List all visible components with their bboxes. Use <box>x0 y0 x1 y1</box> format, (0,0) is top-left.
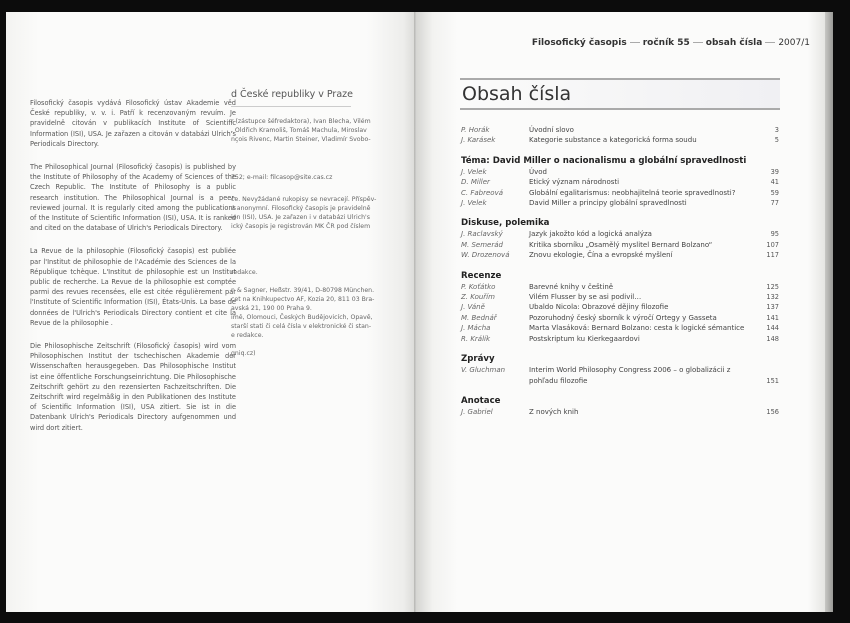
toc-entry-title: Kritika sborníku „Osamělý myslitel Bernard Bolzano“ <box>529 240 713 249</box>
imprint-line: ický časopis je registrován MK ČR pod číslem <box>231 223 371 230</box>
imprint-line: redakce. <box>231 269 258 276</box>
description-czech: Filosofický časopis vydává Filosofický ústav Akademie věd České republiky, v. v. i. Patří k recenzovaným revuím. Je pravidelně citován v publikacích Institute of Scientific Information (ISI), USA. Je zařazen a citován v databázi Ulrich's Periodicals Directory. <box>30 99 236 148</box>
contents-title-bar <box>460 78 780 110</box>
running-head <box>532 38 810 48</box>
toc-section-title: Anotace <box>461 395 501 406</box>
imprint-line: gniq.cz) <box>231 350 256 357</box>
toc-entry-page: 5 <box>774 136 779 145</box>
imprint-line: e redakce. <box>231 332 264 339</box>
toc-entry[interactable] <box>461 334 779 344</box>
toc-entry-page: 148 <box>766 334 779 343</box>
toc-entry-title: Barevné knihy v češtině <box>529 282 614 291</box>
toc-entry-title: Znovu ekologie, Čína a evropské myšlení <box>529 251 673 260</box>
toc-entry[interactable] <box>461 282 779 292</box>
toc-entry-author: W. Drozenová <box>461 251 510 260</box>
toc-entry-author: J. Velek <box>461 167 487 176</box>
toc-entry-author: J. Raclavský <box>461 230 503 239</box>
toc-entry-author: P. Koťátko <box>461 282 496 291</box>
toc-entry-title: David Miller a principy globální spravedlnosti <box>529 199 687 208</box>
toc-entry[interactable] <box>461 292 779 302</box>
toc-entry-title: Úvod <box>529 167 547 176</box>
toc-entry-author: D. Miller <box>461 178 490 187</box>
page-title: Obsah čísla <box>462 83 572 105</box>
toc-entry[interactable] <box>461 135 779 145</box>
toc-entry-title: Globální egalitarismus: neobhajitelná teorie spravedlnosti? <box>529 188 736 197</box>
toc-entry-title: Úvodní slovo <box>529 126 574 134</box>
toc-entry[interactable] <box>461 229 779 239</box>
toc-entry-author: V. Gluchman <box>461 366 506 375</box>
running-head-volume: ročník 55 <box>642 38 690 48</box>
toc-entry-page: 107 <box>766 240 779 249</box>
toc-entry[interactable] <box>461 323 779 333</box>
toc-entry-page: 59 <box>770 188 779 197</box>
toc-entry[interactable] <box>461 407 779 417</box>
left-page <box>6 12 416 612</box>
toc-entry-author: R. Králík <box>461 334 491 343</box>
imprint-line: n & Sagner, Heßstr. 39/41, D-80798 München. <box>231 287 375 294</box>
toc-section-title: Diskuse, polemika <box>461 218 550 229</box>
toc-section <box>461 354 779 386</box>
running-head-section: obsah čísla <box>705 38 763 48</box>
toc-section-title: Recenze <box>461 270 502 281</box>
toc-entry-title: Jazyk jakožto kód a logická analýza <box>529 230 652 239</box>
journal-description-column <box>30 98 236 446</box>
toc-entry[interactable] <box>461 125 779 135</box>
toc-entry-author: M. Bednář <box>461 313 497 322</box>
imprint-heading: d České republiky v Praze <box>231 90 351 107</box>
toc-entry[interactable] <box>461 250 779 260</box>
toc-entry[interactable] <box>461 365 779 386</box>
toc-entry-title: Z nových knih <box>529 407 579 416</box>
toc-section <box>461 156 779 209</box>
description-english: The Philosophical Journal (Filosofický časopis) is published by the Institute of Philosophy of the Academy of Sciences of the Czech Republic. The Institute of Philosophy is a public research institution. The Philosophical Journal is a peer-reviewed journal. It is regularly cited among the publications of the Institute of Scientific Information (ISI), USA. It is ranked and cited on the database of Ulrich's Periodicals Directory. <box>30 163 236 233</box>
toc-section-title: Téma: David Miller o nacionalismu a globální spravedlnosti <box>461 155 747 166</box>
toc-entry-page: 137 <box>766 303 779 312</box>
imprint-line: cet na Knihkupectvo AF, Kozia 20, 811 03 Bra- <box>231 296 375 303</box>
imprint-line: imě, Olomouci, Českých Budějovicích, Opavě, <box>231 314 373 321</box>
toc-entry-page: 39 <box>770 167 779 176</box>
toc-entry[interactable] <box>461 313 779 323</box>
toc-entry-title: Vilém Flusser by se asi podivil… <box>529 293 642 302</box>
toc-entry-page: 3 <box>774 126 779 134</box>
toc-entry-author: J. Gabriel <box>461 407 493 416</box>
toc-entry-page: 77 <box>770 199 779 208</box>
toc-entry-page: 151 <box>766 376 779 385</box>
imprint-line: é anonymní. Filosofický časopis je pravidelně <box>231 205 371 212</box>
imprint-line: ion (ISI), USA. Je zařazen i v databázi Ulrich's <box>231 214 370 221</box>
imprint-line: , Oldřich Kramoliš, Tomáš Machula, Miroslav <box>231 127 367 134</box>
toc-entry[interactable] <box>461 240 779 250</box>
toc-entry[interactable] <box>461 167 779 177</box>
toc-entry-title: Postskriptum ku Kierkegaardovi <box>529 334 640 343</box>
imprint-column <box>231 89 377 358</box>
imprint-line: avská 21, 190 00 Praha 9. <box>231 305 312 312</box>
toc-entry-page: 144 <box>766 324 779 333</box>
toc-entry-author: M. Semerád <box>461 240 503 249</box>
description-french: La Revue de la philosophie (Filosofický časopis) est publiée par l'Institut de philosophie de l'Académie des Sciences de la République tchèque. L'Institut de philosophie est un Institut public de recherche. La Revue de la philosophie est comptée parmi des revues recensées, elle est citée régulièrement par l'Institute of Scientific Information (ISI), États-Unis. La base de données de l'Ulrich's Periodicals Directory contient et cite la Revue de la philosophie . <box>30 247 236 327</box>
toc-entry-author: J. Mácha <box>461 324 491 333</box>
toc-entry[interactable] <box>461 177 779 187</box>
toc-entry-page: 41 <box>770 178 779 187</box>
toc-section <box>461 218 779 260</box>
toc-entry-title: Kategorie substance a kategorická forma soudu <box>529 136 697 145</box>
toc-entry-author: J. Váně <box>461 303 485 312</box>
toc-entry-title: Interim World Philosophy Congress 2006 – o globalizácii z pohľadu filozofie <box>529 366 731 385</box>
toc-entry-author: J. Velek <box>461 199 487 208</box>
imprint-contact: 752; e-mail: filcasop@site.cas.cz <box>231 174 333 181</box>
imprint-line: r (zástupce šéfredaktora), Ivan Blecha, Vilém <box>231 118 371 125</box>
running-head-issue: 2007/1 <box>778 38 810 48</box>
page-edge <box>825 12 833 612</box>
imprint-line: nçois Rivenc, Martin Steiner, Vladimír Svobo- <box>231 136 371 143</box>
toc-section-title: Zprávy <box>461 354 495 365</box>
toc-entry-page: 125 <box>766 282 779 291</box>
imprint-line: starší stati či celá čísla v elektronické či stan- <box>231 323 372 330</box>
toc-entry-page: 95 <box>770 230 779 239</box>
toc-entry-title: Pozoruhodný český sborník k výročí Ortegy y Gasseta <box>529 313 717 322</box>
toc-entry[interactable] <box>461 198 779 208</box>
toc-entry-title: Etický význam národnosti <box>529 178 620 187</box>
toc-entry-page: 132 <box>766 293 779 302</box>
toc-section <box>461 271 779 344</box>
description-german: Die Philosophische Zeitschrift (Filosofický časopis) wird vom Philosophischen Institut der tschechischen Akademie der Wissenschaften herausgegeben. Das Philosophische Institut ist eine öffentliche Forschungseinrichtung. Die Philosophische Zeitschrift gehört zu den rezensierten Fachzeitschriften. Die Zeitschrift wird regelmäßig in den Publikationen des Institute of Scientific Information (ISI), USA zitiert. Sie ist in die Datenbank Ulrich's Periodicals Directory aufgenommen und wird dort zitiert. <box>30 342 236 432</box>
toc-entry[interactable] <box>461 188 779 198</box>
imprint-line: ce. Nevyžádané rukopisy se nevracejí. Příspěv- <box>231 196 377 203</box>
toc-section <box>461 125 779 146</box>
toc-entry-title: Ubaldo Nicola: Obrazové dějiny filozofie <box>529 303 669 312</box>
toc-entry-page: 117 <box>766 251 779 260</box>
toc-entry-page: 141 <box>766 313 779 322</box>
toc-entry-page: 156 <box>766 407 779 416</box>
toc-entry-title: Marta Vlasáková: Bernard Bolzano: cesta k logické sémantice <box>529 324 745 333</box>
toc-entry-author: Z. Kouřím <box>461 293 495 302</box>
toc-entry-author: C. Fabreová <box>461 188 503 197</box>
toc-entry-author: P. Horák <box>461 126 490 134</box>
toc-section <box>461 396 779 417</box>
running-head-journal: Filosofický časopis <box>531 38 627 48</box>
table-of-contents <box>461 125 779 427</box>
toc-entry-author: J. Karásek <box>461 136 496 145</box>
toc-entry[interactable] <box>461 302 779 312</box>
